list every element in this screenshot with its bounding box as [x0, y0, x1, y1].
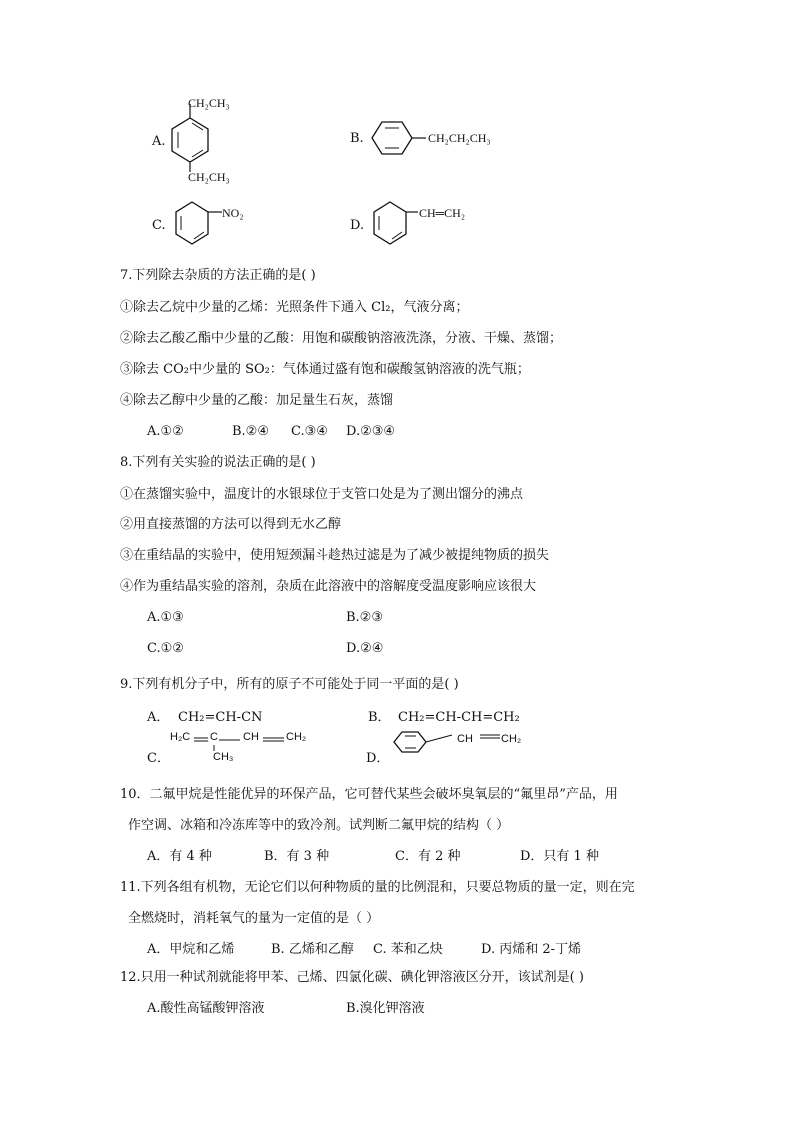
q6-option-c-label: C.: [152, 218, 166, 233]
q10-option-b: B．有 3 种: [264, 849, 330, 864]
q7-item: ②除去乙酸乙酯中少量的乙酸：用饱和碳酸钠溶液洗涤，分液、干燥、蒸馏；: [120, 331, 563, 346]
q11-stem-line1: 11.下列各组有机物，无论它们以何种物质的量的比例混和，只要总物质的量一定，则在完: [120, 880, 635, 895]
q8-option-a: A.①③: [147, 610, 184, 625]
q7-item: ③除去 CO₂中少量的 SO₂：气体通过盛有饱和碳酸氢钠溶液的洗气瓶；: [120, 362, 530, 377]
q9-d-group1: CH: [457, 733, 473, 745]
benzene-ring-b: [370, 120, 430, 160]
q10-option-a: A．有 4 种: [147, 849, 212, 864]
q6-c-group: NO₂: [222, 206, 244, 220]
q8-item: ③在重结晶的实验中，使用短颈漏斗趁热过滤是为了减少被提纯物质的损失: [120, 548, 550, 563]
q9-option-c-label: C．: [147, 751, 170, 766]
q8-option-d: D.②④: [346, 641, 384, 656]
q10-option-d: D．只有 1 种: [520, 849, 599, 864]
q10-stem-line1: 10．二氟甲烷是性能优异的环保产品，它可替代某些会破坏臭氧层的“氟里昂”产品，用: [120, 787, 618, 802]
q8-item: ②用直接蒸馏的方法可以得到无水乙醇: [120, 517, 342, 532]
q7-option-b: B.②④: [232, 424, 269, 439]
q9-option-a-label: A．: [147, 710, 170, 725]
q6-option-d-label: D.: [350, 218, 365, 233]
q9-option-d-label: D．: [366, 751, 390, 766]
q9-option-a-formula: CH₂=CH-CN: [178, 710, 263, 725]
q7-option-d: D.②③④: [346, 424, 396, 439]
q7-option-a: A.①②: [147, 424, 184, 439]
q12-option-a: A.酸性高锰酸钾溶液: [147, 1001, 265, 1016]
q6-a-bottom-group: CH₂CH₃: [188, 170, 230, 184]
q9-c-left: H₂C: [170, 731, 191, 743]
q8-stem: 8.下列有关实验的说法正确的是( ): [120, 455, 316, 470]
q6-b-group: CH₂CH₂CH₃: [428, 131, 491, 145]
q9-c-end: CH₂: [286, 731, 307, 743]
q9-c-methyl: CH₃: [213, 751, 234, 763]
q10-stem-line2: 作空调、冰箱和冷冻库等中的致冷剂。试判断二氟甲烷的结构（ ）: [128, 818, 510, 833]
q12-option-b: B.溴化钾溶液: [346, 1001, 425, 1016]
q8-item: ④作为重结晶实验的溶剂，杂质在此溶液中的溶解度受温度影响应该很大: [120, 579, 537, 594]
q6-option-b-label: B.: [350, 131, 364, 146]
q8-option-c: C.①②: [147, 641, 184, 656]
q7-stem: 7.下列除去杂质的方法正确的是( ): [120, 268, 316, 283]
q11-option-d: D. 丙烯和 2-丁烯: [481, 942, 582, 957]
q9-d-group2: CH₂: [501, 733, 522, 745]
benzene-ring-q9d: [392, 730, 462, 760]
q11-option-c: C. 苯和乙炔: [373, 942, 443, 957]
q9-c-mid: C: [210, 731, 218, 743]
q6-d-group: CH═CH₂: [419, 206, 466, 220]
q12-stem: 12.只用一种试剂就能将甲苯、己烯、四氯化碳、碘化钾溶液区分开，该试剂是( ): [120, 970, 584, 985]
q8-item: ①在蒸馏实验中，温度计的水银球位于支管口处是为了测出馏分的沸点: [120, 487, 524, 502]
q6-option-a-label: A.: [152, 134, 166, 149]
q7-item: ①除去乙烷中少量的乙烯：光照条件下通入 Cl₂，气液分离；: [120, 300, 469, 315]
q10-option-c: C．有 2 种: [395, 849, 461, 864]
benzene-ring-a: [170, 110, 210, 170]
q9-c-right: CH: [243, 731, 259, 743]
q11-stem-line2: 全燃烧时，消耗氧气的量为一定值的是（ ）: [128, 911, 380, 926]
q8-option-b: B.②③: [346, 610, 383, 625]
q11-option-b: B. 乙烯和乙醇: [271, 942, 354, 957]
q7-item: ④除去乙醇中少量的乙酸：加足量生石灰，蒸馏: [120, 393, 394, 408]
q6-a-top-group: CH₂CH₃: [188, 96, 230, 110]
q7-option-c: C.③④: [291, 424, 328, 439]
q9-stem: 9.下列有机分子中，所有的原子不可能处于同一平面的是( ): [120, 677, 459, 692]
q9-option-b-label: B．: [368, 710, 391, 725]
q11-option-a: A．甲烷和乙烯: [147, 942, 235, 957]
q9-option-b-formula: CH₂=CH-CH=CH₂: [398, 710, 520, 725]
